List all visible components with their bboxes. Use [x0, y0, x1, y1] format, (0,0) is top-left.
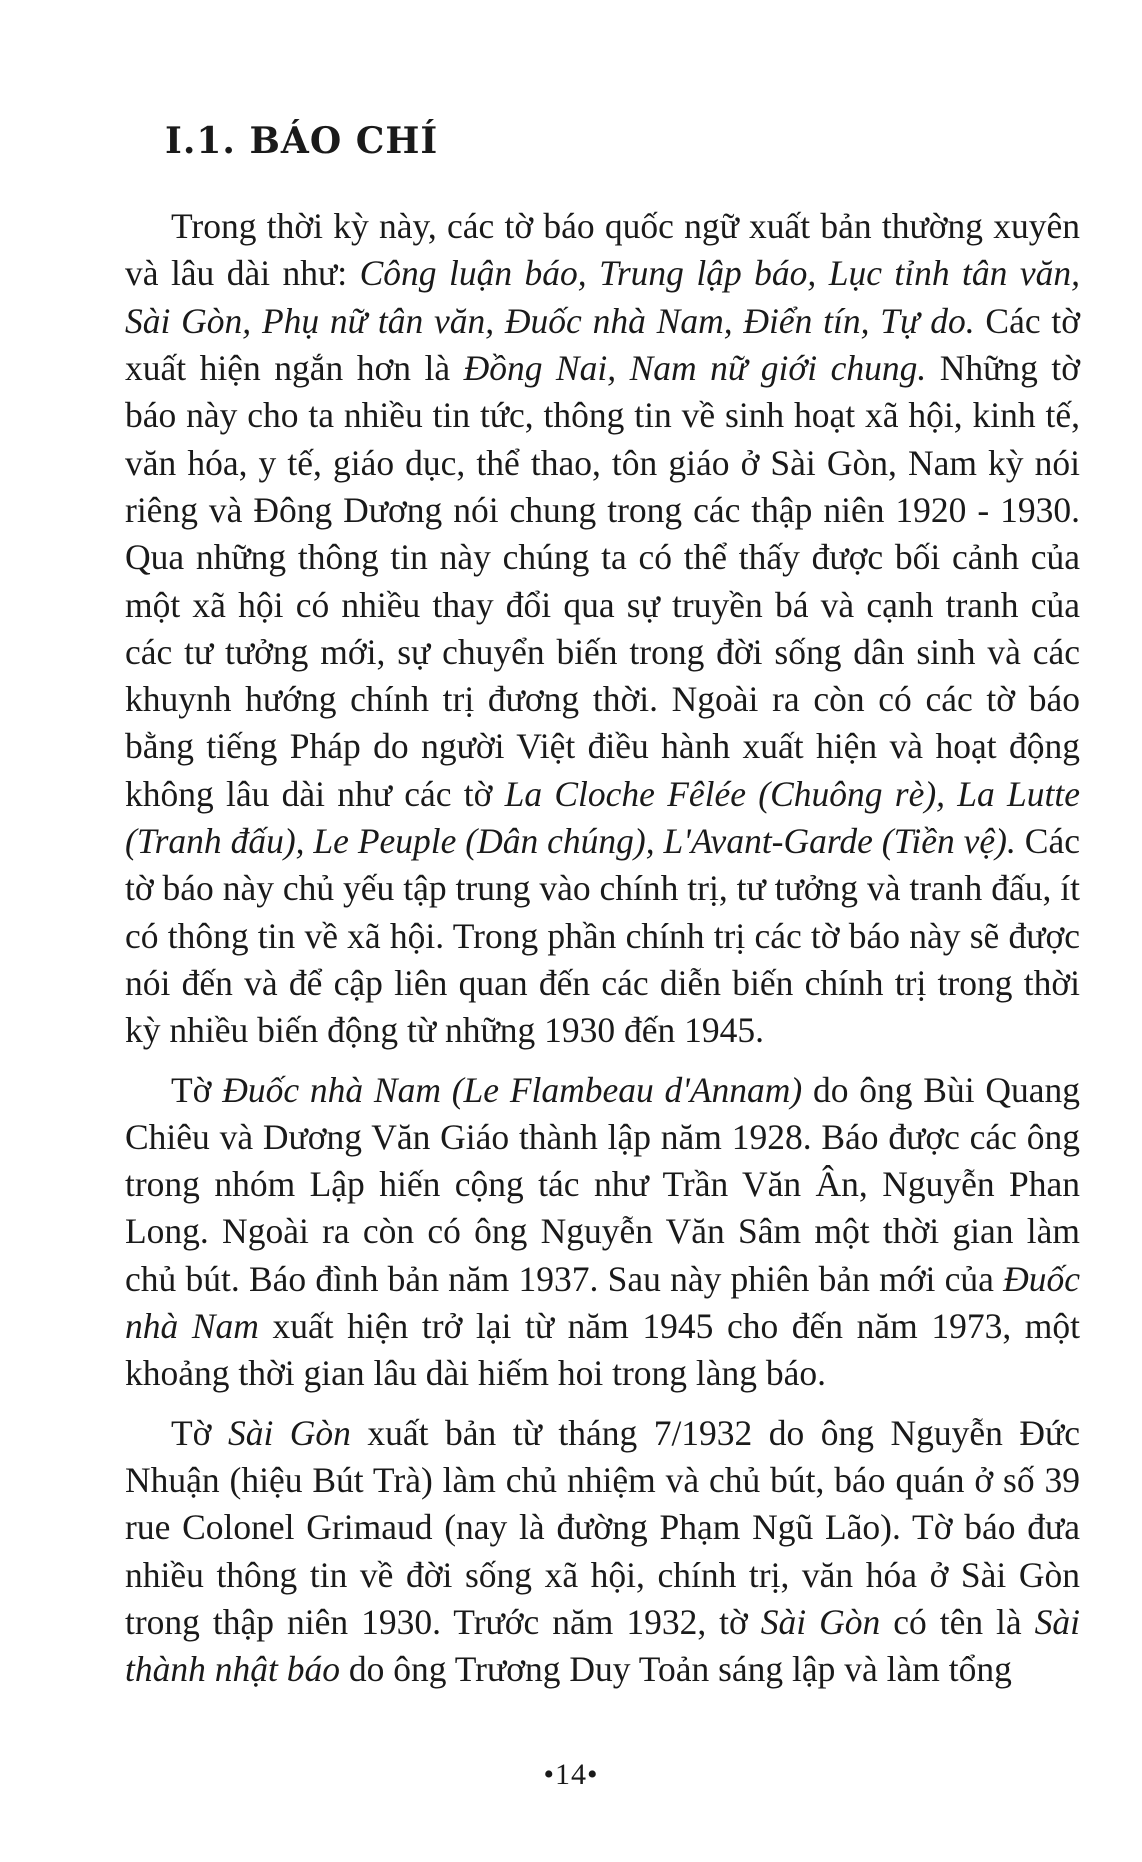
- text-run: Tờ: [171, 1412, 228, 1453]
- text-run: do ông Bùi Quang Chiêu và Dương Văn Giáo thành lập năm 1928. Báo được các ông trong nhóm Lập hiến cộng tác như Trần Văn Ân, Nguyễn Phan Long. Ngoài ra còn có ông Nguyễn Văn Sâm một thời gian làm chủ bút. Báo đình bản năm 1937. Sau này phiên bản mới của: [125, 1069, 1081, 1299]
- text-run: Những tờ báo này cho ta nhiều tin tức, thông tin về sinh hoạt xã hội, kinh tế, văn hóa, y tế, giáo dục, thể thao, tôn giáo ở Sài Gòn, Nam kỳ nói riêng và Đông Dương nói chung trong các thập niên 1920 - 1930. Qua những thông tin này chúng ta có thể thấy được bối cảnh của một xã hội có nhiều thay đổi qua sự truyền bá và cạnh tranh của các tư tưởng mới, sự chuyển biến trong đời sống dân sinh và các khuynh hướng chính trị đương thời. Ngoài ra còn có các tờ báo bằng tiếng Pháp do người Việt điều hành xuất hiện và hoạt động không lâu dài như các tờ: [125, 348, 1080, 814]
- italic-title: Đuốc nhà Nam (Le Flambeau d'Annam): [222, 1069, 803, 1110]
- text-run: do ông Trương Duy Toản sáng lập và làm tổng: [339, 1649, 1012, 1690]
- page-number: •14•: [543, 1758, 599, 1791]
- italic-title: Sài Gòn: [760, 1601, 881, 1642]
- paragraph: [125, 203, 1080, 1054]
- italic-title: Công luận báo, Trung lập báo, Lục tỉnh tân văn, Sài Gòn, Phụ nữ tân văn, Đuốc nhà Nam, Điển tín, Tự do.: [125, 253, 1080, 341]
- italic-title: Đuốc nhà Nam: [125, 1258, 1080, 1347]
- paragraph: [125, 1067, 1080, 1398]
- paragraph: [125, 1410, 1080, 1694]
- italic-title: Đồng Nai, Nam nữ giới chung.: [463, 348, 927, 389]
- text-run: xuất hiện trở lại từ năm 1945 cho đến năm 1973, một khoảng thời gian lâu dài hiếm hoi trong làng báo.: [125, 1306, 1080, 1394]
- text-run: xuất bản từ tháng 7/1932 do ông Nguyễn Đức Nhuận (hiệu Bút Trà) làm chủ nhiệm và chủ bút, báo quán ở số 39 rue Colonel Grimaud (nay là đường Phạm Ngũ Lão). Tờ báo đưa nhiều thông tin về đời sống xã hội, chính trị, văn hóa ở Sài Gòn trong thập niên 1930. Trước năm 1932, tờ: [125, 1412, 1080, 1642]
- italic-title: La Cloche Fêlée (Chuông rè), La Lutte (Tranh đấu), Le Peuple (Dân chúng), L'Avant-Garde (Tiền vệ).: [125, 773, 1080, 862]
- italic-title: Sài Gòn: [227, 1412, 351, 1453]
- text-run: có tên là: [880, 1601, 1035, 1642]
- text-run: Các tờ xuất hiện ngắn hơn là: [125, 300, 1081, 389]
- italic-title: Sài thành nhật báo: [125, 1601, 1080, 1690]
- text-run: Tờ: [171, 1069, 223, 1110]
- text-run: Trong thời kỳ này, các tờ báo quốc ngữ xuất bản thường xuyên và lâu dài như:: [125, 206, 1080, 294]
- section-heading: I.1. BÁO CHÍ: [165, 120, 439, 162]
- text-run: Các tờ báo này chủ yếu tập trung vào chính trị, tư tưởng và tranh đấu, ít có thông tin về xã hội. Trong phần chính trị các tờ báo này sẽ được nói đến và để cập liên quan đến các diễn biến chính trị trong thời kỳ nhiều biến động từ những 1930 đến 1945.: [125, 821, 1080, 1051]
- body-text: [125, 203, 1080, 1693]
- page-content: [125, 120, 1080, 1705]
